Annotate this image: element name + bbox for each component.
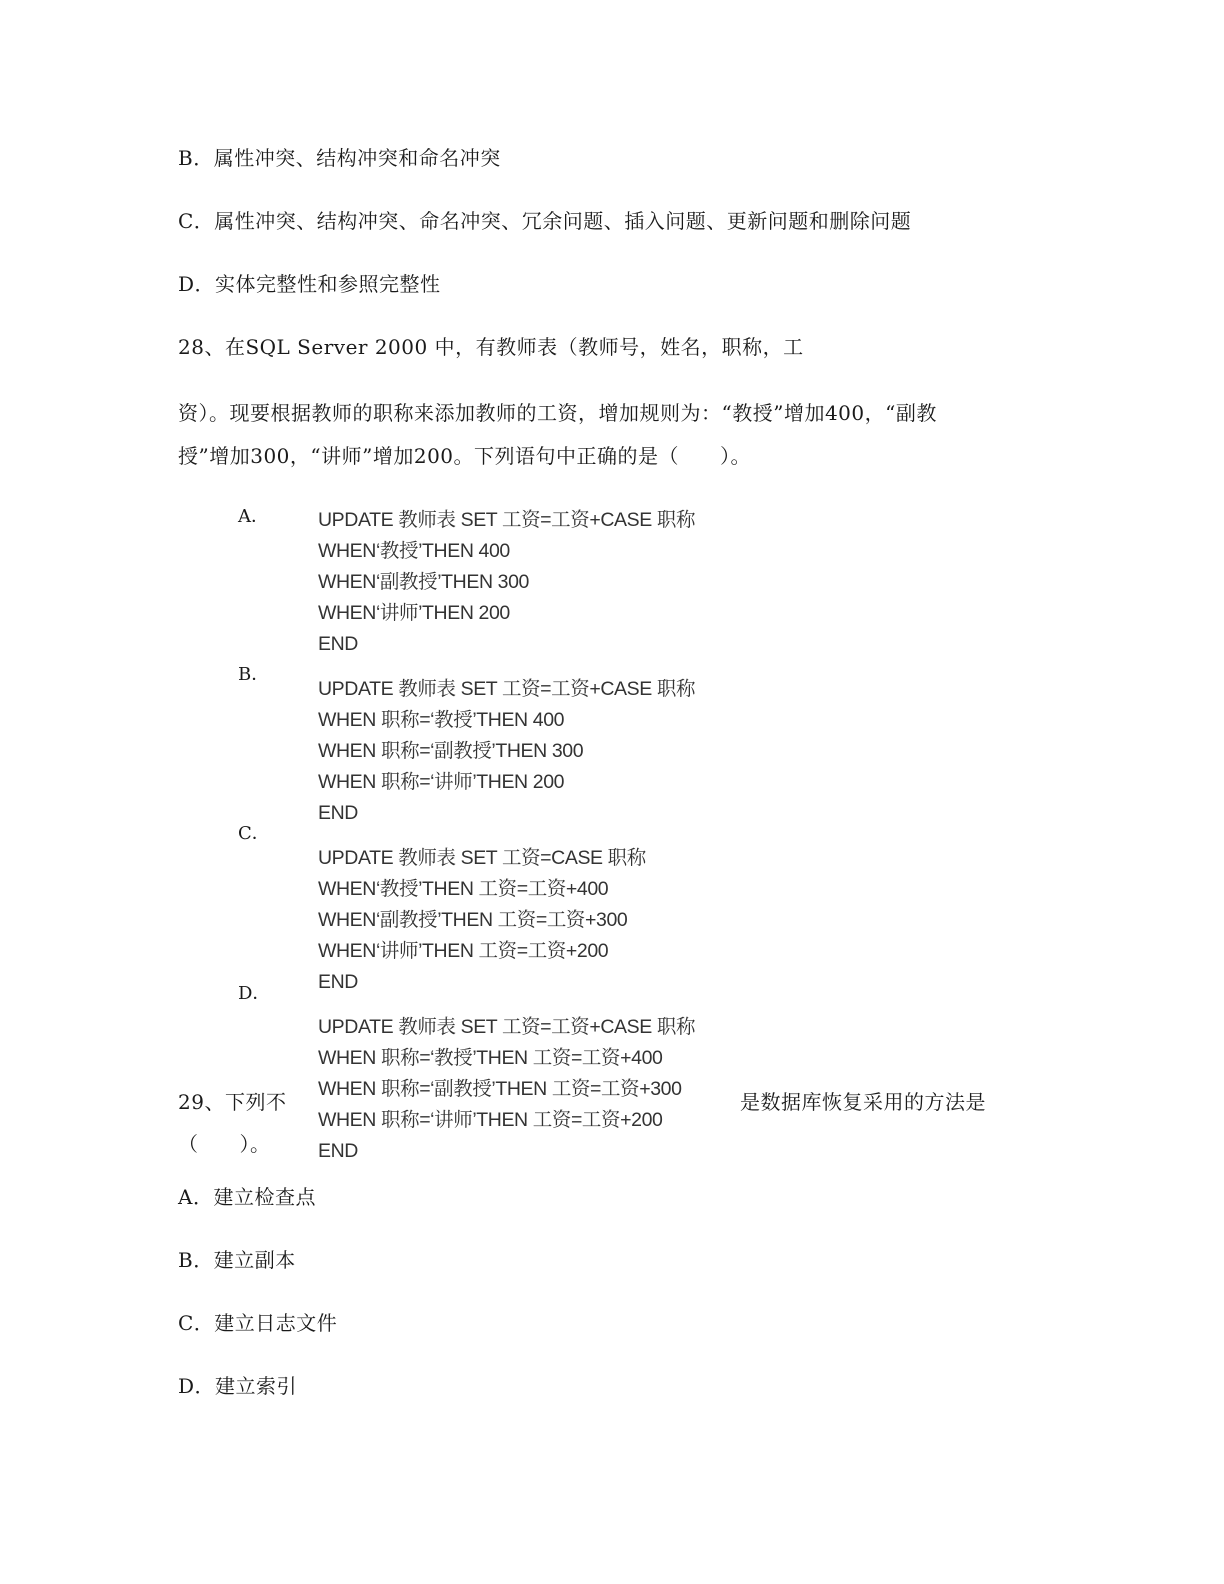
code-line: WHEN 职称=‘讲师’THEN 200 bbox=[318, 771, 565, 793]
q28-option-a-code bbox=[318, 505, 695, 660]
q27-option-c: C．属性冲突、结构冲突、命名冲突、冗余问题、插入问题、更新问题和删除问题 bbox=[178, 209, 912, 233]
code-line: UPDATE 教师表 SET 工资=CASE 职称 bbox=[318, 847, 646, 869]
q28-option-a-label: A． bbox=[238, 506, 269, 527]
q29-option-c: C．建立日志文件 bbox=[178, 1311, 338, 1335]
q28-option-d-code bbox=[318, 1012, 695, 1167]
code-line: UPDATE 教师表 SET 工资=工资+CASE 职称 bbox=[318, 509, 696, 531]
q27-option-d: D．实体完整性和参照完整性 bbox=[178, 272, 441, 296]
q29-stem-end: 是数据库恢复采用的方法是 bbox=[740, 1090, 986, 1114]
code-line: WHEN‘教授’THEN 400 bbox=[318, 540, 510, 562]
q29-option-a: A．建立检查点 bbox=[178, 1185, 316, 1209]
code-line: WHEN 职称=‘讲师’THEN 工资=工资+200 bbox=[318, 1109, 663, 1131]
code-line: END bbox=[318, 971, 358, 993]
q28-stem-line-2: 资）。现要根据教师的职称来添加教师的工资，增加规则为：“教授”增加400，“副教 bbox=[178, 401, 937, 425]
code-line: UPDATE 教师表 SET 工资=工资+CASE 职称 bbox=[318, 1016, 696, 1038]
code-line: WHEN 职称=‘教授’THEN 400 bbox=[318, 709, 565, 731]
code-line: END bbox=[318, 633, 358, 655]
code-line: WHEN‘讲师’THEN 200 bbox=[318, 602, 510, 624]
q28-option-b-label: B． bbox=[238, 664, 270, 685]
code-line: WHEN 职称=‘副教授’THEN 300 bbox=[318, 740, 584, 762]
q29-stem-start: 29、下列不 bbox=[178, 1090, 287, 1114]
q28-option-b-code bbox=[318, 674, 695, 829]
code-line: END bbox=[318, 802, 358, 824]
code-line: WHEN‘教授’THEN 工资=工资+400 bbox=[318, 878, 609, 900]
q28-stem-line-1: 28、在SQL Server 2000 中，有教师表（教师号，姓名，职称，工 bbox=[178, 335, 804, 359]
code-line: WHEN‘副教授’THEN 工资=工资+300 bbox=[318, 909, 628, 931]
q27-option-b: B．属性冲突、结构冲突和命名冲突 bbox=[178, 146, 501, 170]
q29-blank: （ ）。 bbox=[178, 1132, 271, 1156]
q28-stem-line-3: 授”增加300，“讲师”增加200。下列语句中正确的是（ ）。 bbox=[178, 444, 752, 468]
q28-option-d-label: D． bbox=[238, 983, 271, 1004]
code-line: WHEN‘副教授’THEN 300 bbox=[318, 571, 529, 593]
code-line: END bbox=[318, 1140, 358, 1162]
q28-option-c-label: C． bbox=[238, 823, 270, 844]
q29-option-d: D．建立索引 bbox=[178, 1374, 298, 1398]
code-line: WHEN‘讲师’THEN 工资=工资+200 bbox=[318, 940, 609, 962]
code-line: WHEN 职称=‘教授’THEN 工资=工资+400 bbox=[318, 1047, 663, 1069]
code-line: UPDATE 教师表 SET 工资=工资+CASE 职称 bbox=[318, 678, 696, 700]
code-line: WHEN 职称=‘副教授’THEN 工资=工资+300 bbox=[318, 1078, 682, 1100]
q28-option-c-code bbox=[318, 843, 646, 998]
q29-option-b: B．建立副本 bbox=[178, 1248, 296, 1272]
